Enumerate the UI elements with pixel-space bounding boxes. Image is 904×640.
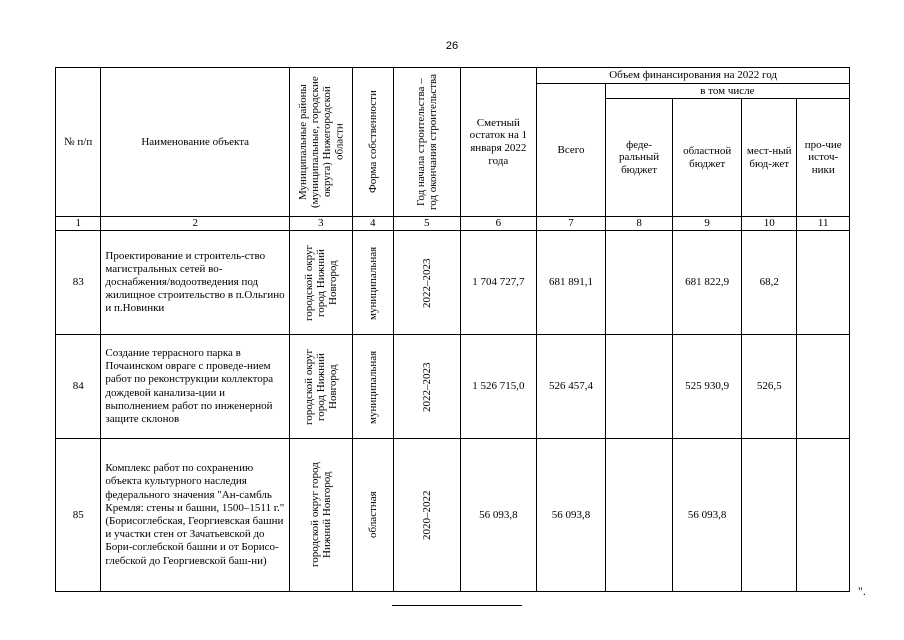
- index-cell: 11: [797, 217, 850, 231]
- header-regional: областной бюджет: [673, 99, 742, 217]
- index-cell: 2: [101, 217, 290, 231]
- header-ownership: [352, 68, 393, 217]
- row-balance: 56 093,8: [460, 439, 537, 592]
- row-ownership-text: муниципальная: [366, 349, 379, 424]
- footnote-separator: [392, 605, 522, 606]
- row-object-name: Проектирование и строитель-ство магистральных сетей во-доснабжения/водоотведения под жилищное строительство в п.Ольгино и п.Новинки: [101, 231, 290, 335]
- row-district-text: городской округ город Нижний Новгород: [308, 462, 333, 568]
- table-row: [56, 335, 850, 439]
- index-cell: 5: [393, 217, 460, 231]
- header-federal: феде-ральный бюджет: [605, 99, 673, 217]
- header-district-text: Муниципальные районы (муниципальные, городские округа) Нижегородской области: [296, 76, 345, 208]
- row-regional: 56 093,8: [673, 439, 742, 592]
- row-other: [797, 335, 850, 439]
- row-no: 84: [56, 335, 101, 439]
- header-district: [290, 68, 353, 217]
- row-ownership-text: муниципальная: [366, 245, 379, 320]
- row-regional: 525 930,9: [673, 335, 742, 439]
- row-object-name: Создание террасного парка в Почаинском овраге с проведе-нием работ по реконструкции коллектора дождевой канализа-ции и выполнением работ по инженерной защите склонов: [101, 335, 290, 439]
- row-years-text: 2020–2022: [420, 490, 433, 540]
- row-local: [741, 439, 796, 592]
- row-local: 68,2: [741, 231, 796, 335]
- row-ownership: [352, 335, 393, 439]
- index-cell: 1: [56, 217, 101, 231]
- header-local: мест-ный бюд-жет: [741, 99, 796, 217]
- index-cell: 6: [460, 217, 537, 231]
- index-cell: 3: [290, 217, 353, 231]
- header-total: Всего: [537, 84, 606, 217]
- header-name: Наименование объекта: [101, 68, 290, 217]
- table-row: [56, 231, 850, 335]
- row-balance: 1 526 715,0: [460, 335, 537, 439]
- header-funding-group: Объем финансирования на 2022 год: [537, 68, 850, 84]
- row-federal: [605, 231, 673, 335]
- row-district-text: городской округ город Нижний Новгород: [302, 348, 339, 425]
- row-federal: [605, 439, 673, 592]
- row-district: [290, 231, 353, 335]
- row-years-text: 2022–2023: [420, 257, 433, 308]
- row-total: 56 093,8: [537, 439, 606, 592]
- row-total: 681 891,1: [537, 231, 606, 335]
- funding-table: [55, 67, 850, 592]
- row-years-text: 2022–2023: [420, 361, 433, 412]
- header-subgroup: в том числе: [605, 84, 849, 99]
- row-total: 526 457,4: [537, 335, 606, 439]
- index-cell: 10: [741, 217, 796, 231]
- row-district: [290, 335, 353, 439]
- closing-quote: ".: [858, 584, 866, 598]
- row-ownership: [352, 439, 393, 592]
- row-district: [290, 439, 353, 592]
- row-regional: 681 822,9: [673, 231, 742, 335]
- row-district-text: городской округ город Нижний Новгород: [302, 244, 339, 321]
- header-years-text: Год начала строительства – год окончания строительства: [414, 74, 439, 210]
- row-years: [393, 335, 460, 439]
- index-cell: 7: [537, 217, 606, 231]
- row-balance: 1 704 727,7: [460, 231, 537, 335]
- index-cell: 4: [352, 217, 393, 231]
- header-balance: Сметный остаток на 1 января 2022 года: [460, 68, 537, 217]
- header-other: про-чие источ-ники: [797, 99, 850, 217]
- row-object-name: Комплекс работ по сохранению объекта культурного наследия федерального значения "Ан-самбль Кремля: стены и башни, 1500–1511 г." (Борисоглебская, Георгиевская башни и участки стен от Зачатьевской до Бори-соглебской башни и от Борисо-глебской до Георгиевской баш-ни): [101, 439, 290, 592]
- header-no: № п/п: [56, 68, 101, 217]
- row-other: [797, 439, 850, 592]
- row-local: 526,5: [741, 335, 796, 439]
- header-ownership-text: Форма собственности: [366, 90, 379, 194]
- row-no: 83: [56, 231, 101, 335]
- index-cell: 8: [605, 217, 673, 231]
- row-years: [393, 439, 460, 592]
- row-federal: [605, 335, 673, 439]
- row-years: [393, 231, 460, 335]
- row-ownership-text: областная: [366, 491, 379, 539]
- index-row: [56, 217, 850, 231]
- header-years: [393, 68, 460, 217]
- page-number: 26: [445, 40, 459, 52]
- table-row: [56, 439, 850, 592]
- row-ownership: [352, 231, 393, 335]
- row-other: [797, 231, 850, 335]
- row-no: 85: [56, 439, 101, 592]
- index-cell: 9: [673, 217, 742, 231]
